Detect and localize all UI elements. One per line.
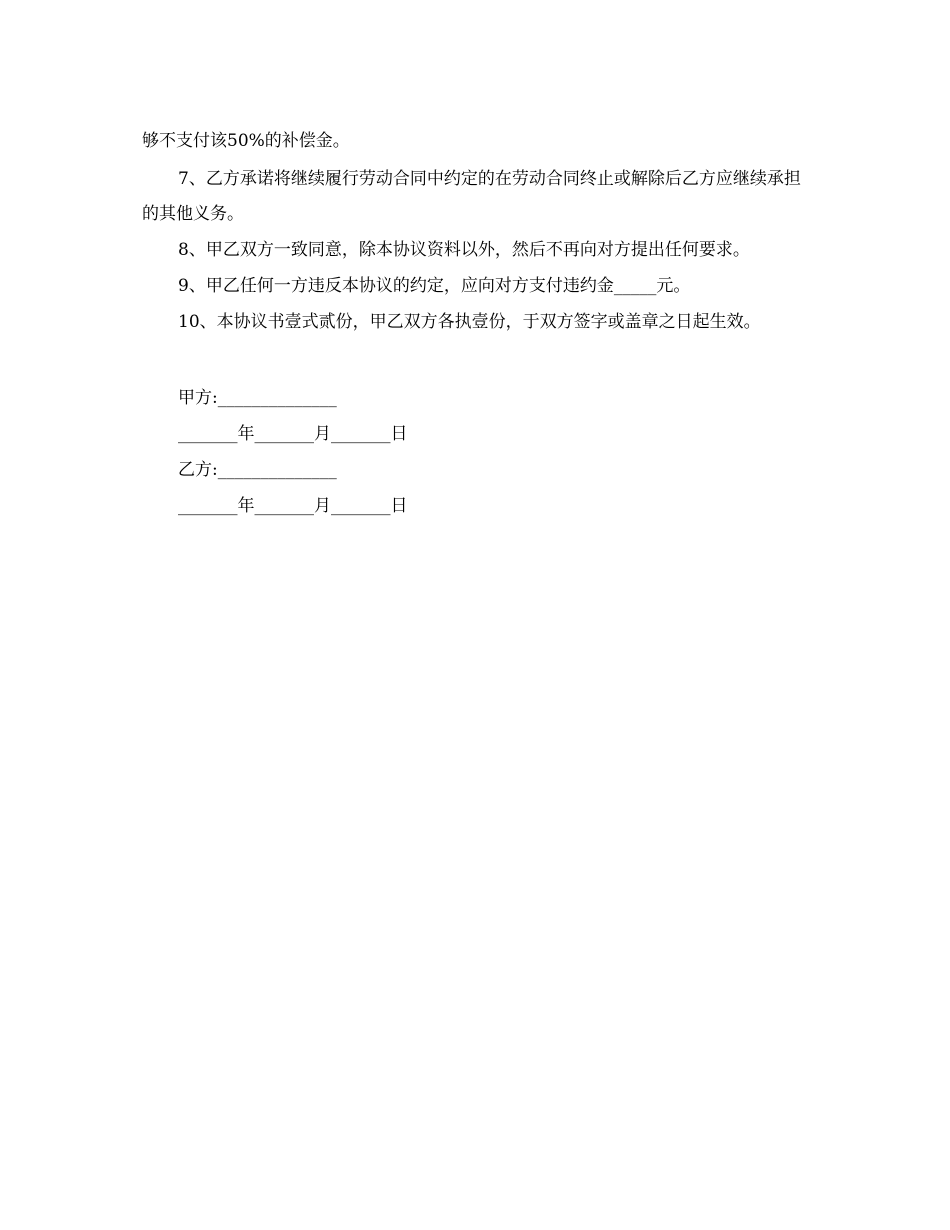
party-a-date-line: _______年_______月_______日 xyxy=(178,424,408,444)
party-b-signature-line: 乙方:______________ xyxy=(178,460,337,480)
party-b-date-line: _______年_______月_______日 xyxy=(178,496,408,516)
paragraph-item-8: 8、甲乙双方一致同意，除本协议资料以外，然后不再向对方提出任何要求。 xyxy=(178,240,750,260)
paragraph-item-10: 10、本协议书壹式贰份，甲乙双方各执壹份，于双方签字或盖章之日起生效。 xyxy=(178,312,761,332)
party-a-signature-line: 甲方:______________ xyxy=(178,388,337,408)
paragraph-item-9: 9、甲乙任何一方违反本协议的约定，应向对方支付违约金_____元。 xyxy=(178,276,691,296)
paragraph-item-7: 7、乙方承诺将继续履行劳动合同中约定的在劳动合同终止或解除后乙方应继续承担的其他义务。 xyxy=(142,169,801,224)
paragraph-continuation: 够不支付该50%的补偿金。 xyxy=(142,131,350,151)
